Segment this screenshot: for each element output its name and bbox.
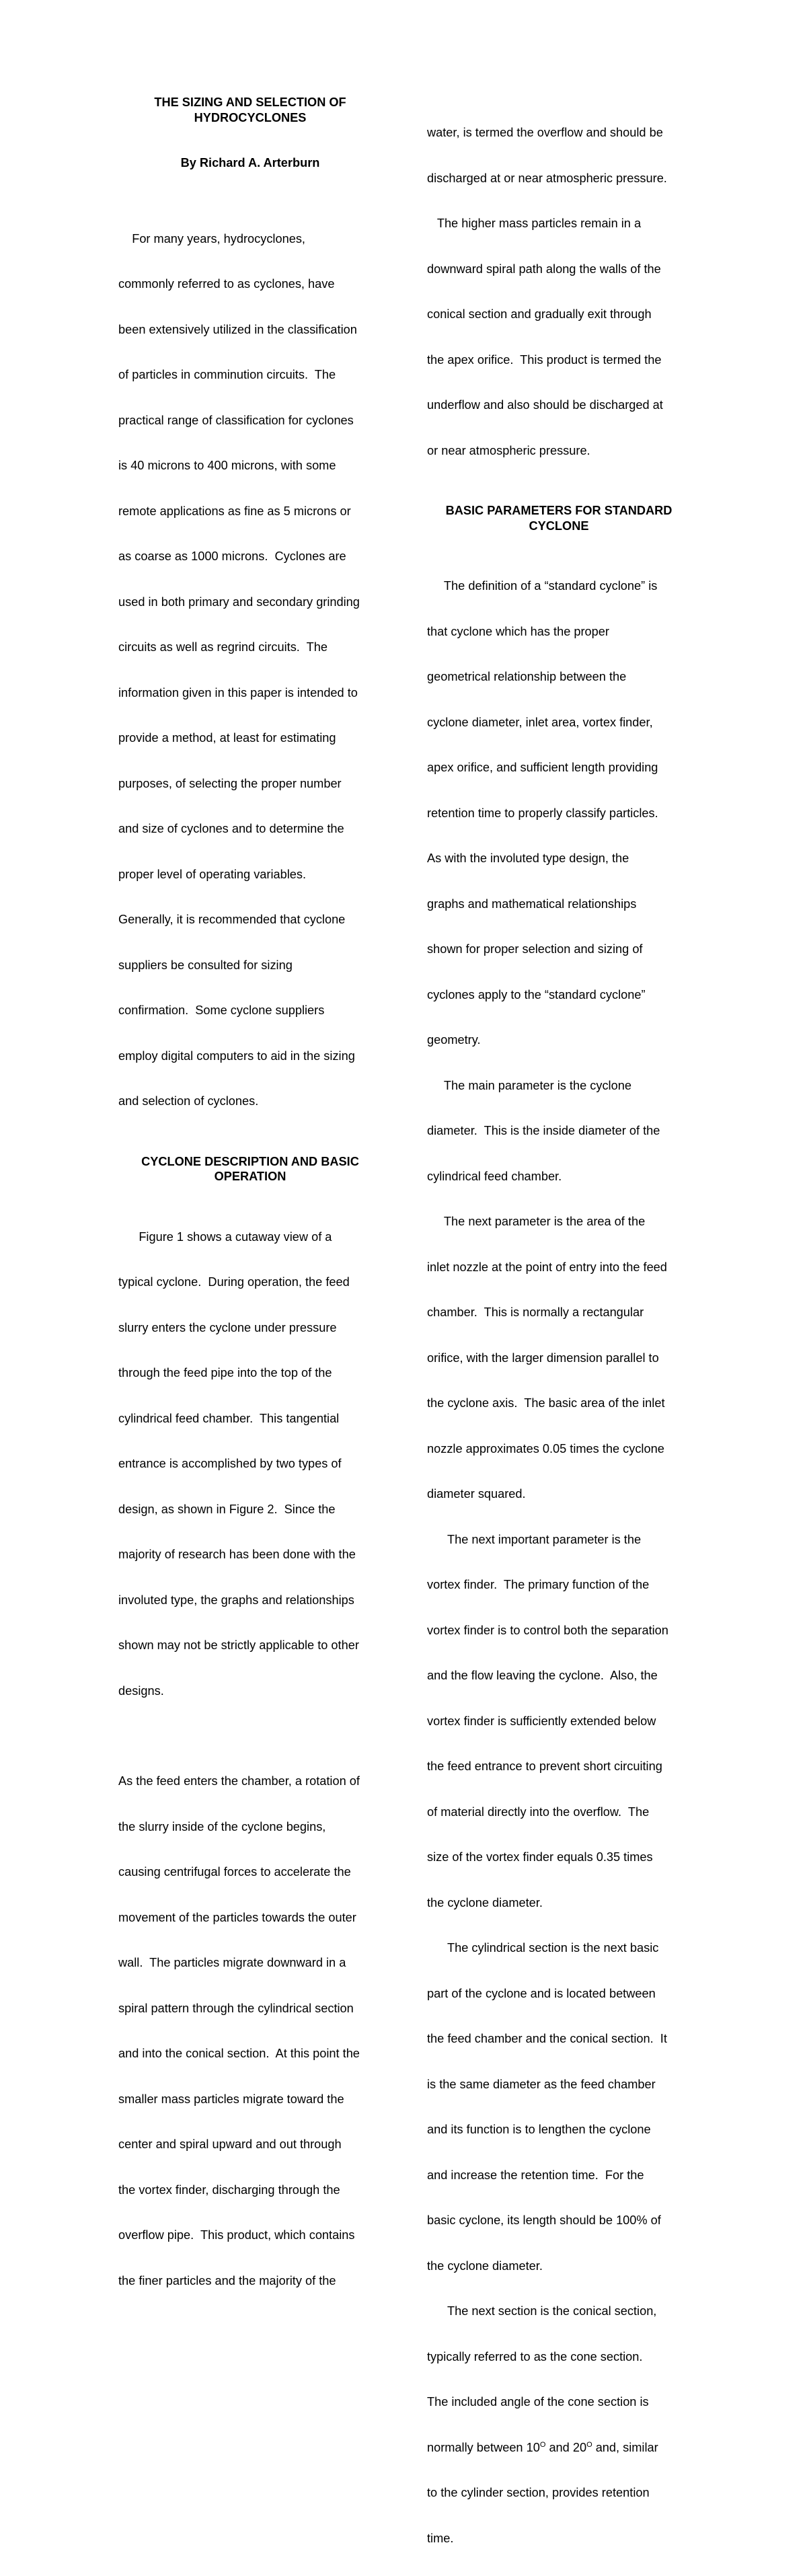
text-line: and its function is to lengthen the cyclone [427, 2123, 651, 2136]
text-line: the feed entrance to prevent short circuiting [427, 1759, 662, 1773]
text-line: design, as shown in Figure 2. Since the [118, 1502, 336, 1516]
text-line: used in both primary and secondary grinding [118, 595, 360, 609]
text-line: water, is termed the overflow and should be [427, 126, 663, 139]
text-line: diameter squared. [427, 1487, 526, 1501]
text-line: vortex finder. The primary function of the [427, 1578, 650, 1591]
text-line: downward spiral path along the walls of the [427, 262, 661, 276]
text-line: retention time to properly classify particles. [427, 806, 658, 820]
text-line: circuits as well as regrind circuits. The [118, 640, 328, 654]
text-line: and selection of cyclones. [118, 1094, 259, 1108]
text-line: and increase the retention time. For the [427, 2168, 644, 2182]
angle-prefix: normally between 10 [427, 2440, 540, 2454]
text-line: wall. The particles migrate downward in a [118, 1956, 346, 1969]
text-line: conical section and gradually exit through [427, 307, 652, 321]
text-line: of particles in comminution circuits. The [118, 368, 336, 381]
text-line: the cyclone axis. The basic area of the inlet [427, 1396, 665, 1410]
text-line: causing centrifugal forces to accelerate the [118, 1865, 351, 1879]
intro-paragraph [118, 201, 382, 1139]
text-line: For many years, hydrocyclones, [118, 231, 305, 245]
text-line: The main parameter is the cyclone [427, 1078, 631, 1092]
text-line: apex orifice, and sufficient length providing [427, 761, 658, 774]
text-line: geometrical relationship between the [427, 670, 627, 683]
text-line: cyclones apply to the “standard cyclone” [427, 987, 646, 1001]
text-line: part of the cyclone and is located between [427, 1986, 656, 2000]
text-line: the vortex finder, discharging through the [118, 2183, 340, 2197]
heading-line: BASIC PARAMETERS FOR STANDARD [445, 504, 672, 517]
text-line: size of the vortex finder equals 0.35 times [427, 1850, 653, 1864]
angle-suffix: and, similar [592, 2440, 658, 2454]
text-line: employ digital computers to aid in the sizing [118, 1049, 355, 1063]
text-line: chamber. This is normally a rectangular [427, 1305, 644, 1319]
text-line: As with the involuted type design, the [427, 851, 629, 865]
text-line: slurry enters the cyclone under pressure [118, 1320, 337, 1334]
text-line: and the flow leaving the cyclone. Also, the [427, 1669, 658, 1682]
text-line: shown may not be strictly applicable to other [118, 1638, 359, 1652]
text-line: entrance is accomplished by two types of [118, 1457, 342, 1470]
text-line: as coarse as 1000 microns. Cyclones are [118, 550, 346, 563]
text-line: to the cylinder section, provides retention [427, 2486, 650, 2499]
text-line: information given in this paper is intended to [118, 685, 358, 699]
heading-line: CYCLONE [529, 519, 589, 533]
title-line: HYDROCYCLONES [194, 110, 307, 124]
text-line: cyclone diameter, inlet area, vortex finder, [427, 715, 653, 729]
text-line: geometry. [427, 1033, 481, 1047]
text-line: time. [427, 2531, 454, 2545]
text-line: that cyclone which has the proper [427, 624, 609, 638]
text-line: Generally, it is recommended that cyclone [118, 913, 346, 926]
text-line: cylindrical feed chamber. This tangential [118, 1411, 340, 1425]
text-line: The included angle of the cone section is [427, 2395, 649, 2409]
text-line: is 40 microns to 400 microns, with some [118, 459, 336, 472]
text-line: movement of the particles towards the outer [118, 1910, 356, 1924]
text-line: through the feed pipe into the top of the [118, 1366, 332, 1379]
text-line: been extensively utilized in the classification [118, 322, 357, 336]
body-paragraph [427, 548, 691, 2576]
text-line: The higher mass particles remain in a [427, 217, 642, 230]
degree-superscript: O [539, 2440, 546, 2449]
text-line: Figure 1 shows a cutaway view of a [118, 1229, 332, 1244]
text-line: the apex orifice. This product is termed the [427, 352, 662, 367]
text-line: As the feed enters the chamber, a rotation of [118, 1774, 360, 1788]
heading-line: CYCLONE DESCRIPTION AND BASIC [141, 1154, 359, 1168]
text-line: vortex finder is sufficiently extended below [427, 1714, 656, 1728]
text-line: typical cyclone. During operation, the feed [118, 1275, 350, 1289]
text-line: cylindrical feed chamber. [427, 1169, 562, 1183]
text-line: center and spiral upward and out through [118, 2137, 342, 2151]
text-line: the finer particles and the majority of the [118, 2273, 336, 2287]
text-line: suppliers be consulted for sizing [118, 958, 293, 972]
angle-middle: and 20 [545, 2440, 587, 2454]
section-heading [118, 1154, 382, 1184]
degree-superscript: O [586, 2440, 592, 2449]
text-line: proper level of operating variables. [118, 867, 307, 881]
text-line: discharged at or near atmospheric pressure. [427, 171, 667, 185]
text-line: basic cyclone, its length should be 100% of [427, 2213, 661, 2227]
text-line: The cylindrical section is the next basic [427, 1941, 659, 1955]
text-line: The next section is the conical section, [427, 2304, 657, 2318]
text-line: The next parameter is the area of the [427, 1215, 646, 1228]
right-column [427, 95, 691, 2576]
text-line: is the same diameter as the feed chamber [427, 2077, 656, 2091]
text-line: shown for proper selection and sizing of [427, 942, 643, 956]
text-line: purposes, of selecting the proper number [118, 776, 342, 790]
text-line: and into the conical section. At this point the [118, 2047, 360, 2060]
text-line: smaller mass particles migrate toward the [118, 2092, 344, 2106]
text-line: diameter. This is the inside diameter of the [427, 1124, 660, 1137]
angle-text-line [427, 2440, 691, 2456]
text-line: of material directly into the overflow. The [427, 1805, 650, 1819]
text-line: nozzle approximates 0.05 times the cyclone [427, 1441, 664, 1455]
left-column [118, 95, 382, 2318]
text-line: the cyclone diameter. [427, 2259, 543, 2273]
text-line: overflow pipe. This product, which contains [118, 2228, 355, 2242]
text-line: or near atmospheric pressure. [427, 443, 590, 457]
text-line: orifice, with the larger dimension parallel to [427, 1351, 659, 1365]
text-line: commonly referred to as cyclones, have [118, 277, 335, 291]
text-line: the slurry inside of the cyclone begins, [118, 1819, 326, 1833]
text-line: vortex finder is to control both the separation [427, 1623, 668, 1637]
text-line: remote applications as fine as 5 microns or [118, 504, 351, 518]
text-line: and size of cyclones and to determine the [118, 822, 344, 835]
text-line: typically referred to as the cone section. [427, 2349, 643, 2363]
text-line: designs. [118, 1683, 164, 1698]
text-line: majority of research has been done with the [118, 1548, 356, 1561]
body-paragraph [427, 95, 691, 488]
text-line: The definition of a “standard cyclone” is [427, 579, 658, 593]
text-line: confirmation. Some cyclone suppliers [118, 1003, 325, 1017]
text-line: graphs and mathematical relationships [427, 897, 637, 911]
body-paragraph [118, 1199, 382, 1729]
text-line: spiral pattern through the cylindrical section [118, 2001, 354, 2015]
text-line: involuted type, the graphs and relationships [118, 1593, 354, 1607]
title-line: THE SIZING AND SELECTION OF [154, 96, 346, 109]
text-line: provide a method, at least for estimating [118, 731, 336, 745]
text-line: the feed chamber and the conical section. It [427, 2032, 667, 2045]
text-line: underflow and also should be discharged at [427, 398, 663, 412]
body-paragraph [118, 1743, 382, 2318]
author-byline: By Richard A. Arterburn [180, 156, 320, 169]
section-heading [427, 503, 691, 533]
paper-title [118, 95, 382, 125]
text-line: The next important parameter is the [427, 1532, 642, 1546]
heading-line: OPERATION [214, 1170, 286, 1183]
text-line: inlet nozzle at the point of entry into the feed [427, 1260, 667, 1274]
text-line: the cyclone diameter. [427, 1895, 543, 1909]
text-line: practical range of classification for cyclones [118, 413, 354, 427]
